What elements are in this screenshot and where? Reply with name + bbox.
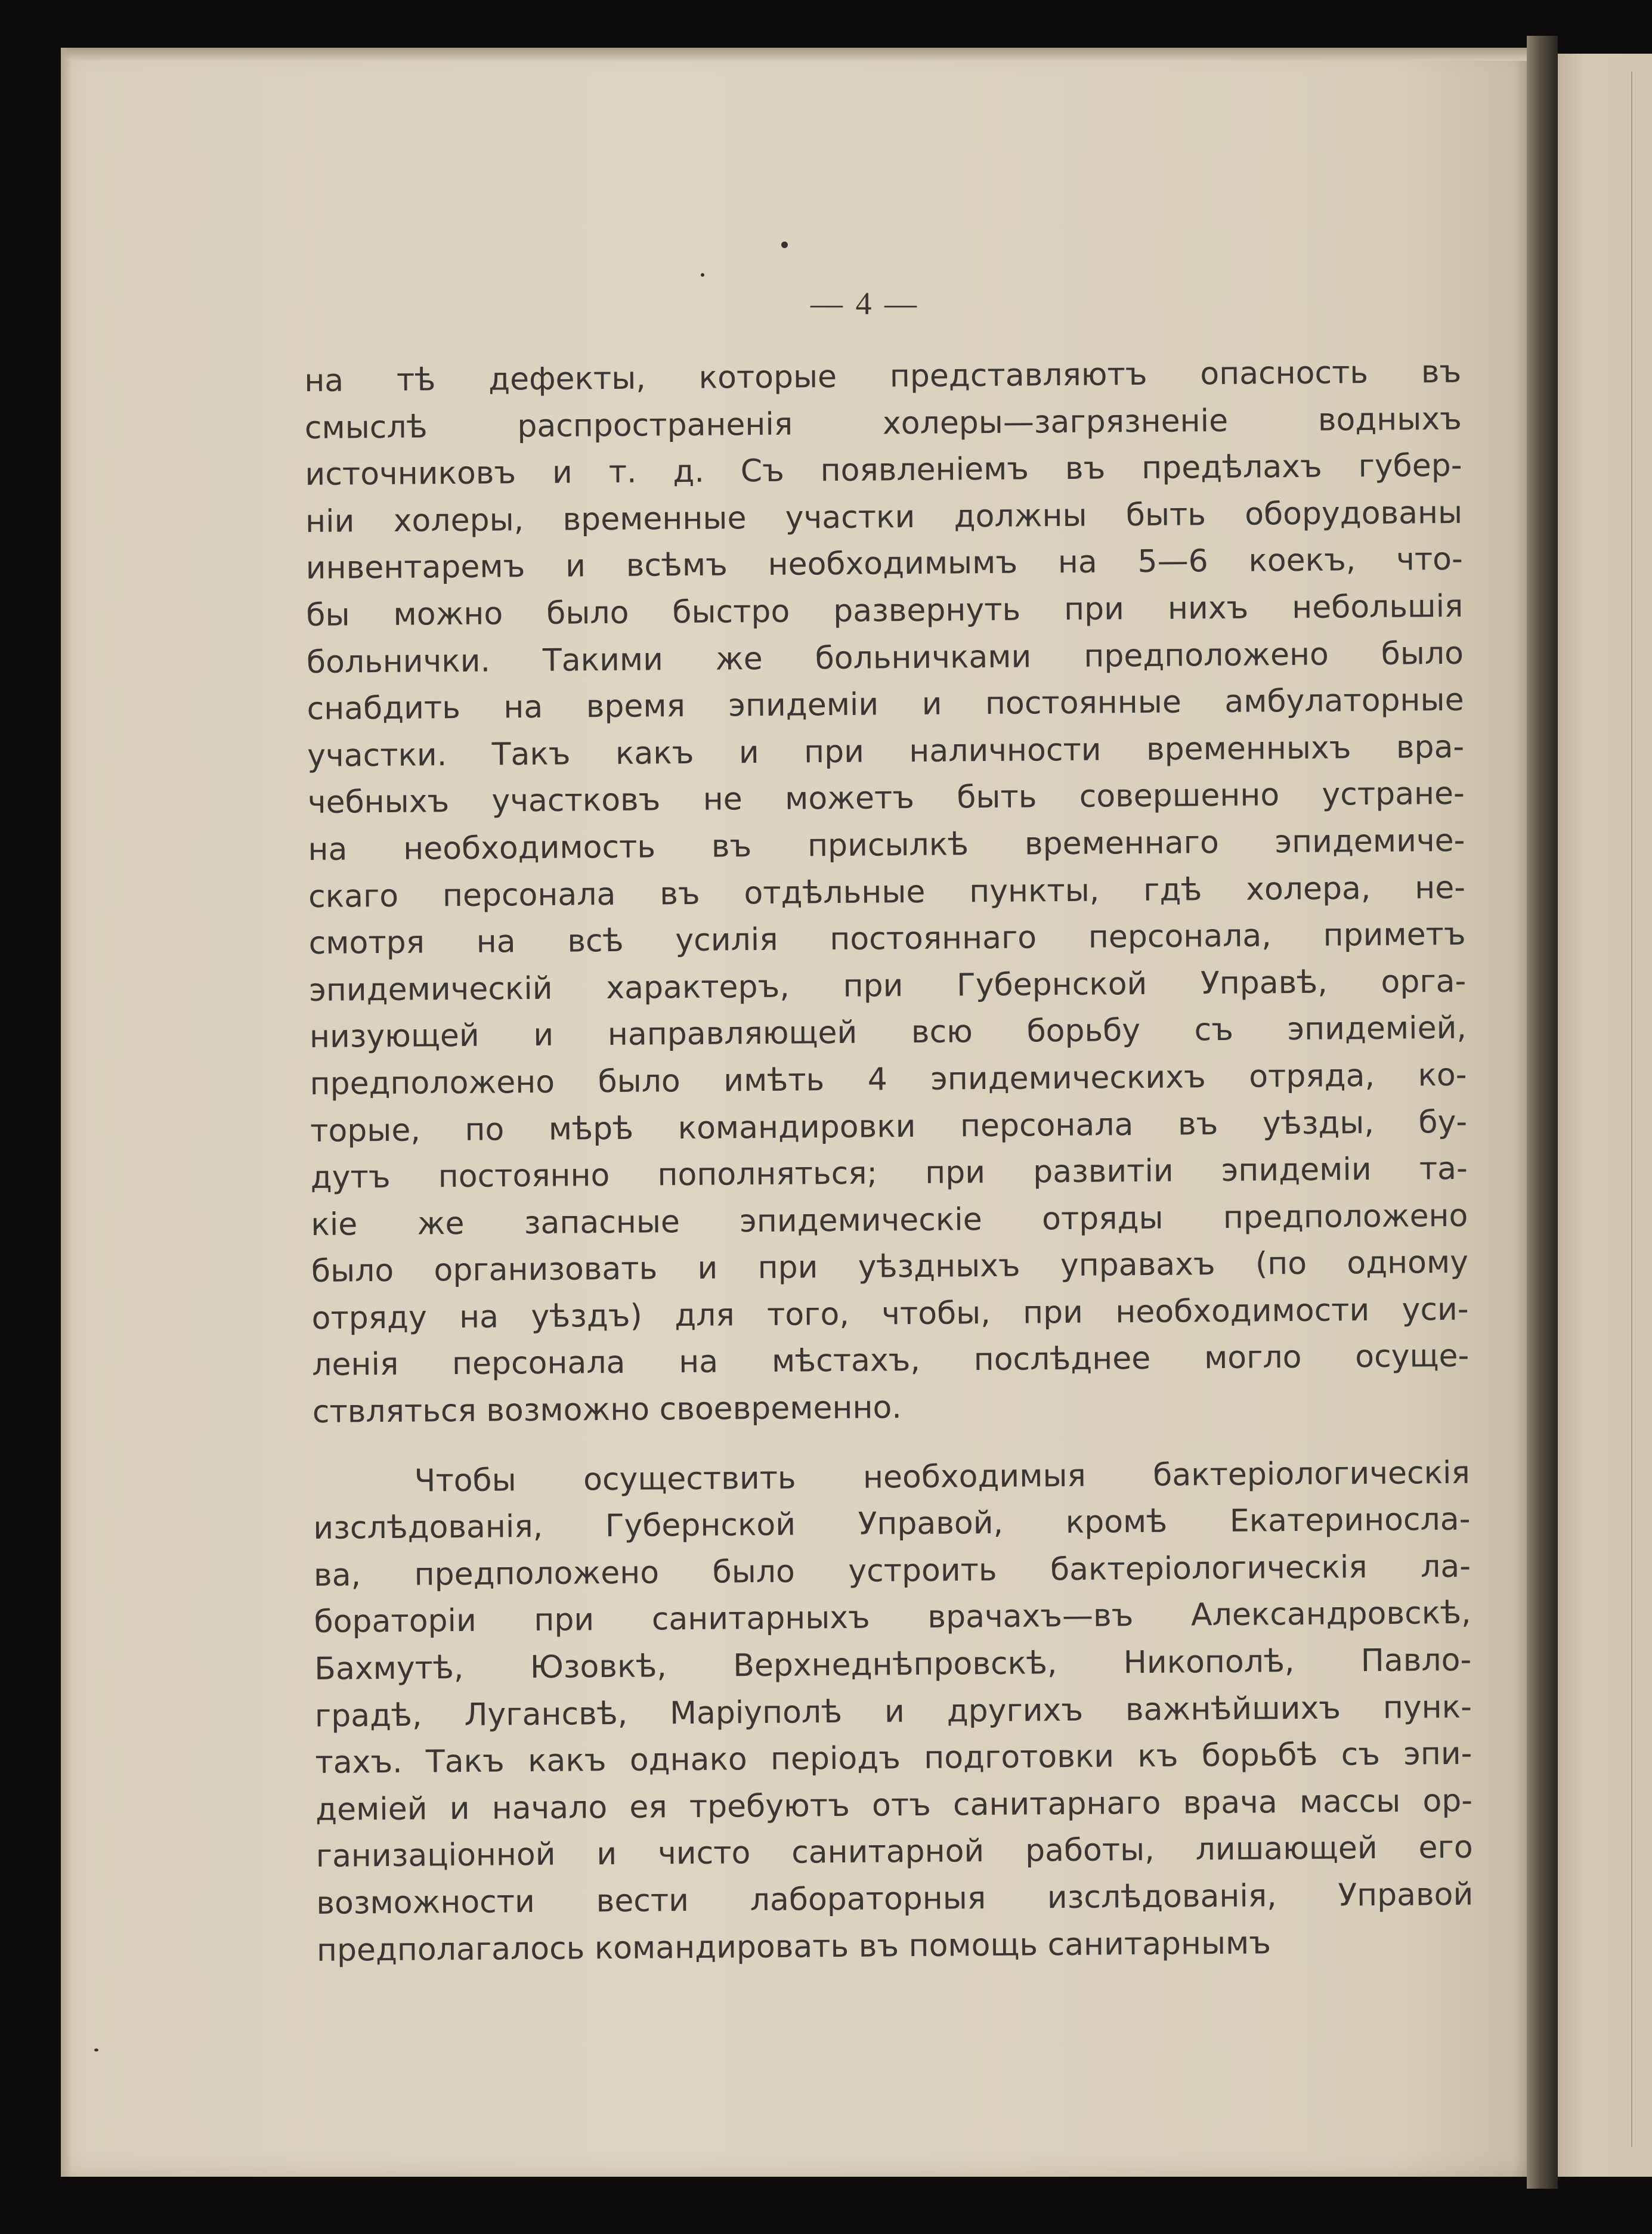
ink-speck — [701, 273, 704, 277]
text-line: градѣ, Лугансвѣ, Маріуполѣ и другихъ важнѣйшихъ пунк- — [314, 1689, 1472, 1734]
text-line: тахъ. Такъ какъ однако періодъ подготовки къ борьбѣ съ эпи- — [315, 1735, 1472, 1781]
text-line: на необходимость въ присылкѣ временнаго эпидемиче- — [308, 822, 1465, 868]
text-line: ленія персонала на мѣстахъ, послѣднее могло осуще- — [312, 1338, 1470, 1384]
text-line — [313, 1449, 1470, 1505]
text-line: ва, предположено было устроить бактеріологическія ла- — [313, 1548, 1471, 1593]
text-line: смыслѣ распространенія холеры—загрязненіе водныхъ — [304, 401, 1462, 446]
text-line: дутъ постоянно пополняться; при развитіи эпидеміи та- — [310, 1150, 1468, 1196]
text-line: ствляться возможно своевременно. — [312, 1390, 902, 1431]
text-line: больнички. Такими же больничками предположено было — [306, 635, 1464, 680]
text-line: предполагалось командировать въ помощь санитарнымъ — [316, 1924, 1272, 1969]
text-line: на тѣ дефекты, которые представляютъ опасность въ — [304, 354, 1462, 399]
paragraph-indent — [313, 1491, 414, 1492]
text-line: ніи холеры, временные участки должны быть оборудованы — [305, 494, 1463, 540]
text-line-content: Чтобы осуществить необходимыя бактеріологическія — [414, 1455, 1470, 1499]
page-left-edge — [61, 48, 72, 2177]
text-line: кіе же запасные эпидемическіе отряды предположено — [311, 1198, 1468, 1243]
body-text — [304, 349, 1474, 1974]
text-line: возможности вести лабораторныя изслѣдованія, Управой — [316, 1876, 1474, 1922]
ink-speck — [94, 2049, 98, 2052]
text-line: источниковъ и т. д. Съ появленіемъ въ предѣлахъ губер- — [305, 447, 1462, 493]
text-line: торые, по мѣрѣ командировки персонала въ уѣзды, бу- — [310, 1104, 1468, 1149]
text-line: деміей и начало ея требуютъ отъ санитарнаго врача массы ор- — [315, 1783, 1473, 1828]
text-line: бораторіи при санитарныхъ врачахъ—въ Александровскѣ, — [314, 1595, 1471, 1641]
text-line: низующей и направляющей всю борьбу съ эпидеміей, — [309, 1010, 1467, 1056]
ink-speck — [781, 242, 788, 248]
text-line: инвентаремъ и всѣмъ необходимымъ на 5—6 коекъ, что- — [305, 542, 1463, 587]
text-line: смотря на всѣ усилія постояннаго персонала, приметъ — [308, 916, 1466, 962]
book-gutter — [1527, 36, 1558, 2189]
text-line: ганизаціонной и чисто санитарной работы, лишающей его — [315, 1830, 1473, 1875]
text-line: изслѣдованія, Губернской Управой, кромѣ Екатериносла- — [313, 1501, 1471, 1547]
adjacent-page-edge — [1558, 54, 1652, 2177]
text-line: скаго персонала въ отдѣльные пункты, гдѣ холера, не- — [308, 870, 1466, 915]
text-line: предположено было имѣть 4 эпидемическихъ отряда, ко- — [310, 1057, 1467, 1102]
page-top-edge — [61, 48, 1543, 61]
text-line: чебныхъ участковъ не можетъ быть совершенно устране- — [307, 776, 1465, 821]
text-line: снабдить на время эпидеміи и постоянные амбулаторные — [307, 682, 1464, 728]
text-line: участки. Такъ какъ и при наличности временныхъ вра- — [307, 729, 1465, 774]
text-line: отряду на уѣздъ) для того, чтобы, при необходимости уси- — [311, 1291, 1469, 1336]
text-line: бы можно было быстро развернуть при нихъ небольшія — [306, 588, 1464, 633]
text-line: Бахмутѣ, Юзовкѣ, Верхнеднѣпровскѣ, Никополѣ, Павло- — [314, 1642, 1472, 1687]
page-number: — 4 — — [810, 286, 919, 321]
text-line: эпидемическій характеръ, при Губернской Управѣ, орга- — [309, 963, 1467, 1008]
adjacent-page-shadow-line — [1631, 72, 1632, 2147]
text-line: было организовать и при уѣздныхъ управахъ (по одному — [311, 1244, 1469, 1290]
